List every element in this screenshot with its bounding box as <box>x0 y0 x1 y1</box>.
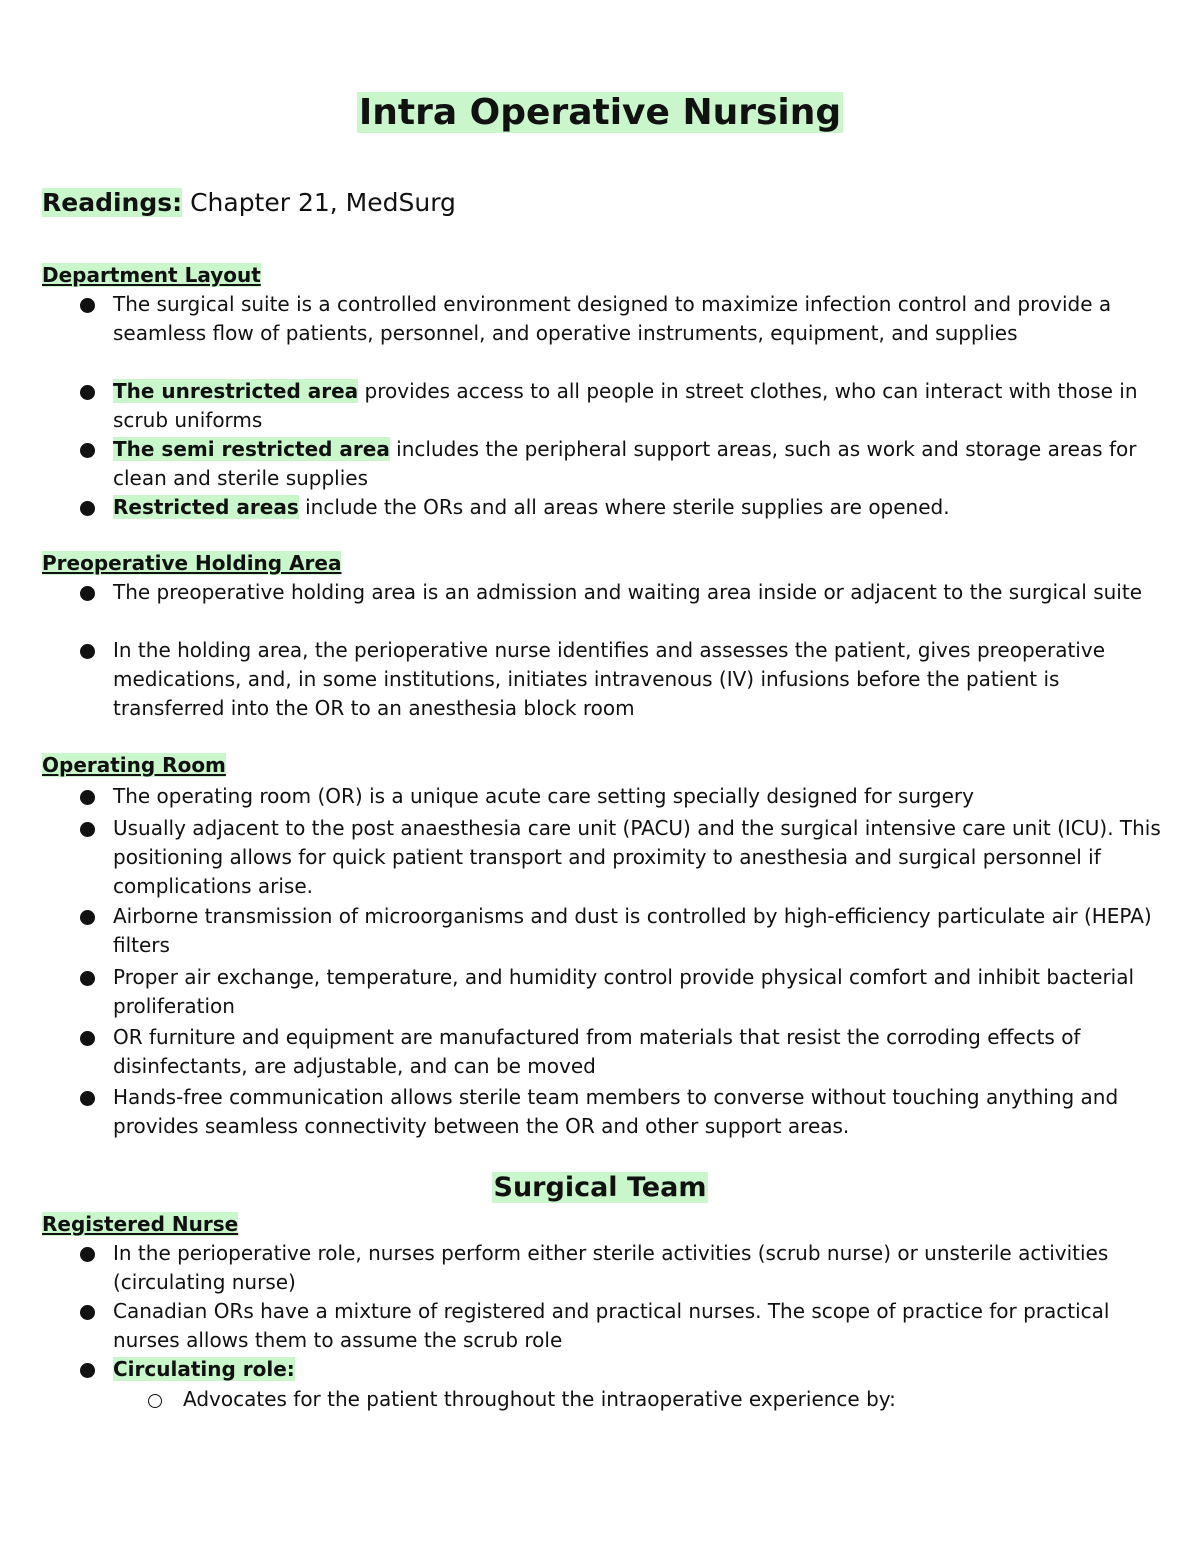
readings-line <box>42 188 456 217</box>
item-text: The surgical suite is a controlled environment designed to maximize infection control and provide a seamless flow of patients, personnel, and operative instruments, equipment, and supplies <box>113 292 1112 345</box>
bullet-icon <box>80 790 95 805</box>
list-item <box>0 578 1163 636</box>
list-item <box>0 290 1163 377</box>
list-item <box>0 636 1163 723</box>
bullet-icon <box>80 443 95 458</box>
sub-list-item <box>0 1385 1163 1414</box>
list-item <box>0 1355 1163 1385</box>
list-item <box>0 1023 1163 1083</box>
heading-registered-nurse: Registered Nurse <box>42 1212 239 1236</box>
section-title-text: Surgical Team <box>493 1172 707 1203</box>
bullet-icon <box>80 1305 95 1320</box>
bullet-icon <box>80 822 95 837</box>
list-item <box>0 814 1163 902</box>
department-layout-list <box>0 290 1163 522</box>
list-item <box>0 377 1163 435</box>
document-title-text: Intra Operative Nursing <box>358 92 842 133</box>
item-text: Advocates for the patient throughout the intraoperative experience by: <box>183 1387 896 1411</box>
bullet-icon <box>80 586 95 601</box>
item-text: The operating room (OR) is a unique acute care setting specially designed for surgery <box>113 784 974 808</box>
item-text: In the holding area, the perioperative nurse identifies and assesses the patient, gives preoperative medications, and, in some institutions, initiates intravenous (IV) infusions before the patient is transferred into the OR to an anesthesia block room <box>113 638 1105 720</box>
readings-text: Chapter 21, MedSurg <box>182 188 456 217</box>
item-text: Hands-free communication allows sterile team members to converse without touching anything and provides seamless connectivity between the OR and other support areas. <box>113 1085 1119 1138</box>
bullet-icon <box>80 501 95 516</box>
item-text: provides access to all people in street clothes, who can interact with those in scrub uniforms <box>113 379 1138 432</box>
item-text: Proper air exchange, temperature, and humidity control provide physical comfort and inhibit bacterial proliferation <box>113 965 1135 1018</box>
bullet-icon <box>80 1247 95 1262</box>
list-item <box>0 902 1163 963</box>
item-text: In the perioperative role, nurses perform either sterile activities (scrub nurse) or unsterile activities (circulating nurse) <box>113 1241 1109 1294</box>
bullet-icon <box>80 298 95 313</box>
bullet-icon <box>80 910 95 925</box>
preoperative-holding-list <box>0 578 1163 723</box>
section-title-surgical-team <box>0 1172 1200 1203</box>
bullet-icon <box>80 385 95 400</box>
bullet-icon <box>80 1363 95 1378</box>
list-item <box>0 782 1163 814</box>
bullet-icon <box>80 971 95 986</box>
item-text: includes the peripheral support areas, such as work and storage areas for clean and sterile supplies <box>113 437 1137 490</box>
list-item <box>0 963 1163 1023</box>
item-bold-term: The semi restricted area <box>113 437 390 461</box>
bullet-icon <box>80 1031 95 1046</box>
heading-preoperative-holding: Preoperative Holding Area <box>42 551 342 575</box>
list-item <box>0 1083 1163 1143</box>
item-bold-term: Restricted areas <box>113 495 299 519</box>
list-item <box>0 1297 1163 1355</box>
list-item <box>0 493 1163 522</box>
item-text: include the ORs and all areas where sterile supplies are opened. <box>298 495 950 519</box>
item-bold-term: The unrestricted area <box>113 379 359 403</box>
list-item <box>0 435 1163 493</box>
bullet-icon <box>80 644 95 659</box>
document-title <box>0 92 1200 133</box>
item-text: The preoperative holding area is an admission and waiting area inside or adjacent to the surgical suite <box>113 580 1142 604</box>
item-text: Canadian ORs have a mixture of registered and practical nurses. The scope of practice for practical nurses allows them to assume the scrub role <box>113 1299 1110 1352</box>
hollow-bullet-icon <box>148 1394 162 1408</box>
heading-department-layout: Department Layout <box>42 263 261 287</box>
item-text: Airborne transmission of microorganisms and dust is controlled by high-efficiency particulate air (HEPA) filters <box>113 904 1152 957</box>
item-bold-term: Circulating role: <box>113 1357 295 1381</box>
heading-operating-room: Operating Room <box>42 753 226 777</box>
readings-label: Readings: <box>42 188 183 217</box>
bullet-icon <box>80 1091 95 1106</box>
item-text: OR furniture and equipment are manufactured from materials that resist the corroding effects of disinfectants, are adjustable, and can be moved <box>113 1025 1081 1078</box>
item-text: Usually adjacent to the post anaesthesia care unit (PACU) and the surgical intensive care unit (ICU). This positioning allows for quick patient transport and proximity to anesthesia and surgical personnel if complications arise. <box>113 816 1161 898</box>
registered-nurse-list <box>0 1239 1163 1414</box>
list-item <box>0 1239 1163 1297</box>
operating-room-list <box>0 782 1163 1143</box>
